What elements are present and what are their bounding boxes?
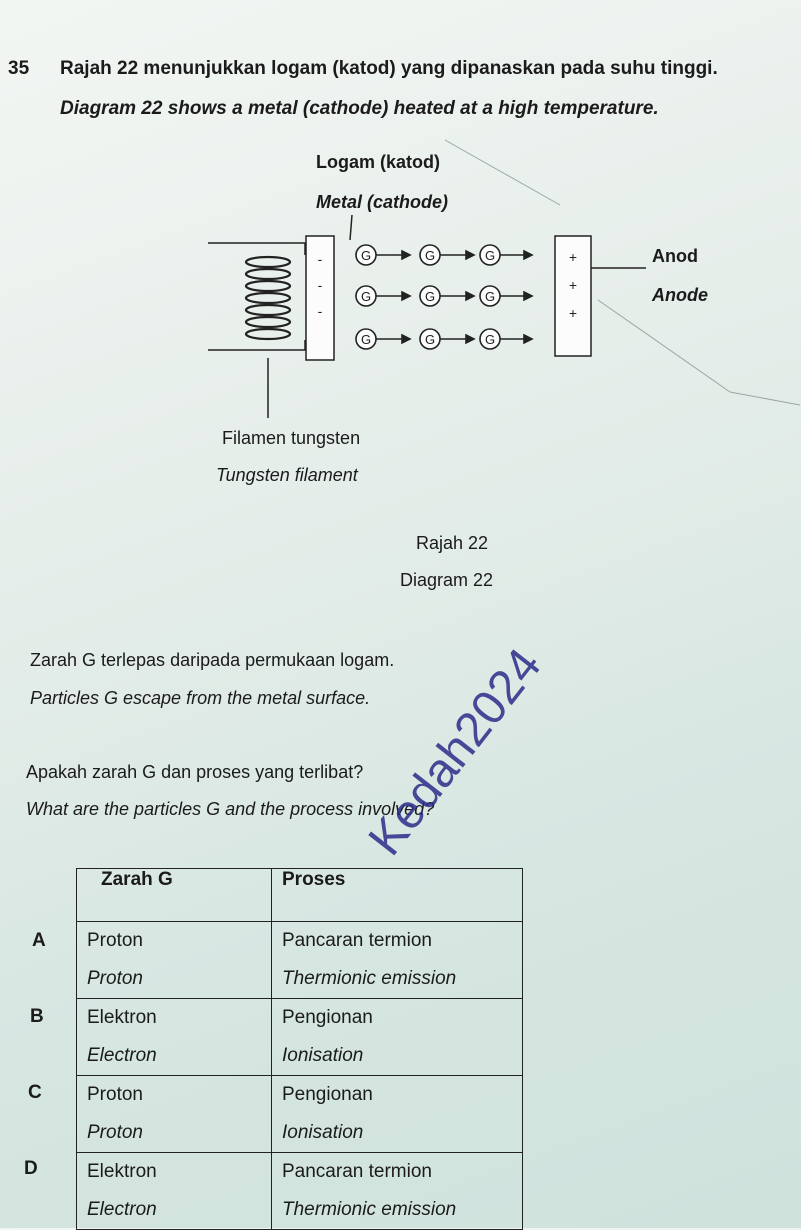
option-letter-b: B	[30, 1006, 44, 1027]
anode-charge-sign: +	[568, 249, 578, 265]
question-number: 35	[8, 58, 30, 79]
particle-malay: Elektron	[87, 1007, 157, 1028]
diagram-caption-english: Diagram 22	[400, 570, 494, 590]
option-a-particle	[77, 922, 272, 999]
cathode-charge-sign: -	[317, 303, 323, 319]
particle-malay: Proton	[87, 930, 143, 951]
anode-label-english: Anode	[652, 285, 708, 305]
option-c-particle	[77, 1076, 272, 1153]
table-row[interactable]	[77, 922, 523, 999]
particle-g-label: G	[360, 248, 372, 263]
particle-g-label: G	[484, 248, 496, 263]
process-malay: Pengionan	[282, 1007, 373, 1028]
particle-g-label: G	[484, 289, 496, 304]
particle-english: Proton	[87, 1122, 143, 1143]
answer-table	[76, 868, 523, 1230]
particle-g-label: G	[360, 332, 372, 347]
table-row[interactable]	[77, 1153, 523, 1230]
table-header-row	[77, 869, 523, 922]
filament-label-malay: Filamen tungsten	[222, 428, 361, 448]
filament-label-english: Tungsten filament	[216, 465, 358, 485]
particle-g-label: G	[424, 289, 436, 304]
process-english: Thermionic emission	[282, 968, 457, 989]
option-a-process	[272, 922, 523, 999]
question-stem-english: Diagram 22 shows a metal (cathode) heated at a high temperature.	[60, 98, 659, 119]
statement-english: Particles G escape from the metal surface.	[30, 688, 371, 708]
filament-coil	[246, 257, 290, 339]
cathode-diagram	[0, 0, 801, 520]
metal-label-english: Metal (cathode)	[316, 192, 449, 212]
cathode-charge-sign: -	[317, 277, 323, 293]
option-d-process	[272, 1153, 523, 1230]
option-b-process	[272, 999, 523, 1076]
option-letter-a: A	[32, 930, 46, 951]
option-letter-c: C	[28, 1082, 42, 1103]
anode-charge-sign: +	[568, 277, 578, 293]
option-d-particle	[77, 1153, 272, 1230]
option-letter-d: D	[24, 1158, 38, 1179]
particle-english: Proton	[87, 968, 143, 989]
particle-g-label: G	[424, 332, 436, 347]
diagram-caption-malay: Rajah 22	[416, 533, 489, 553]
particle-rows	[356, 245, 532, 349]
particle-english: Electron	[87, 1045, 157, 1066]
prompt-malay: Apakah zarah G dan proses yang terlibat?	[26, 762, 364, 782]
particle-malay: Proton	[87, 1084, 143, 1105]
particle-english: Electron	[87, 1199, 157, 1220]
particle-g-label: G	[484, 332, 496, 347]
table-row[interactable]	[77, 999, 523, 1076]
particle-malay: Elektron	[87, 1161, 157, 1182]
prompt-english: What are the particles G and the process involved?	[26, 799, 435, 819]
process-malay: Pengionan	[282, 1084, 373, 1105]
anode-label-malay: Anod	[652, 246, 698, 266]
process-malay: Pancaran termion	[282, 930, 432, 951]
header-process: Proses	[272, 869, 523, 922]
cathode-charge-sign: -	[317, 251, 323, 267]
watermark: Kedah2024	[358, 639, 552, 866]
metal-label-malay: Logam (katod)	[316, 152, 440, 172]
table-row[interactable]	[77, 1076, 523, 1153]
anode-charge-sign: +	[568, 305, 578, 321]
statement-malay: Zarah G terlepas daripada permukaan logam.	[30, 650, 395, 670]
option-b-particle	[77, 999, 272, 1076]
process-english: Ionisation	[282, 1122, 364, 1143]
particle-g-label: G	[360, 289, 372, 304]
process-malay: Pancaran termion	[282, 1161, 432, 1182]
process-english: Thermionic emission	[282, 1199, 457, 1220]
process-english: Ionisation	[282, 1045, 364, 1066]
option-c-process	[272, 1076, 523, 1153]
particle-g-label: G	[424, 248, 436, 263]
question-stem-malay: Rajah 22 menunjukkan logam (katod) yang dipanaskan pada suhu tinggi.	[60, 58, 718, 79]
header-particle: Zarah G	[77, 869, 272, 922]
